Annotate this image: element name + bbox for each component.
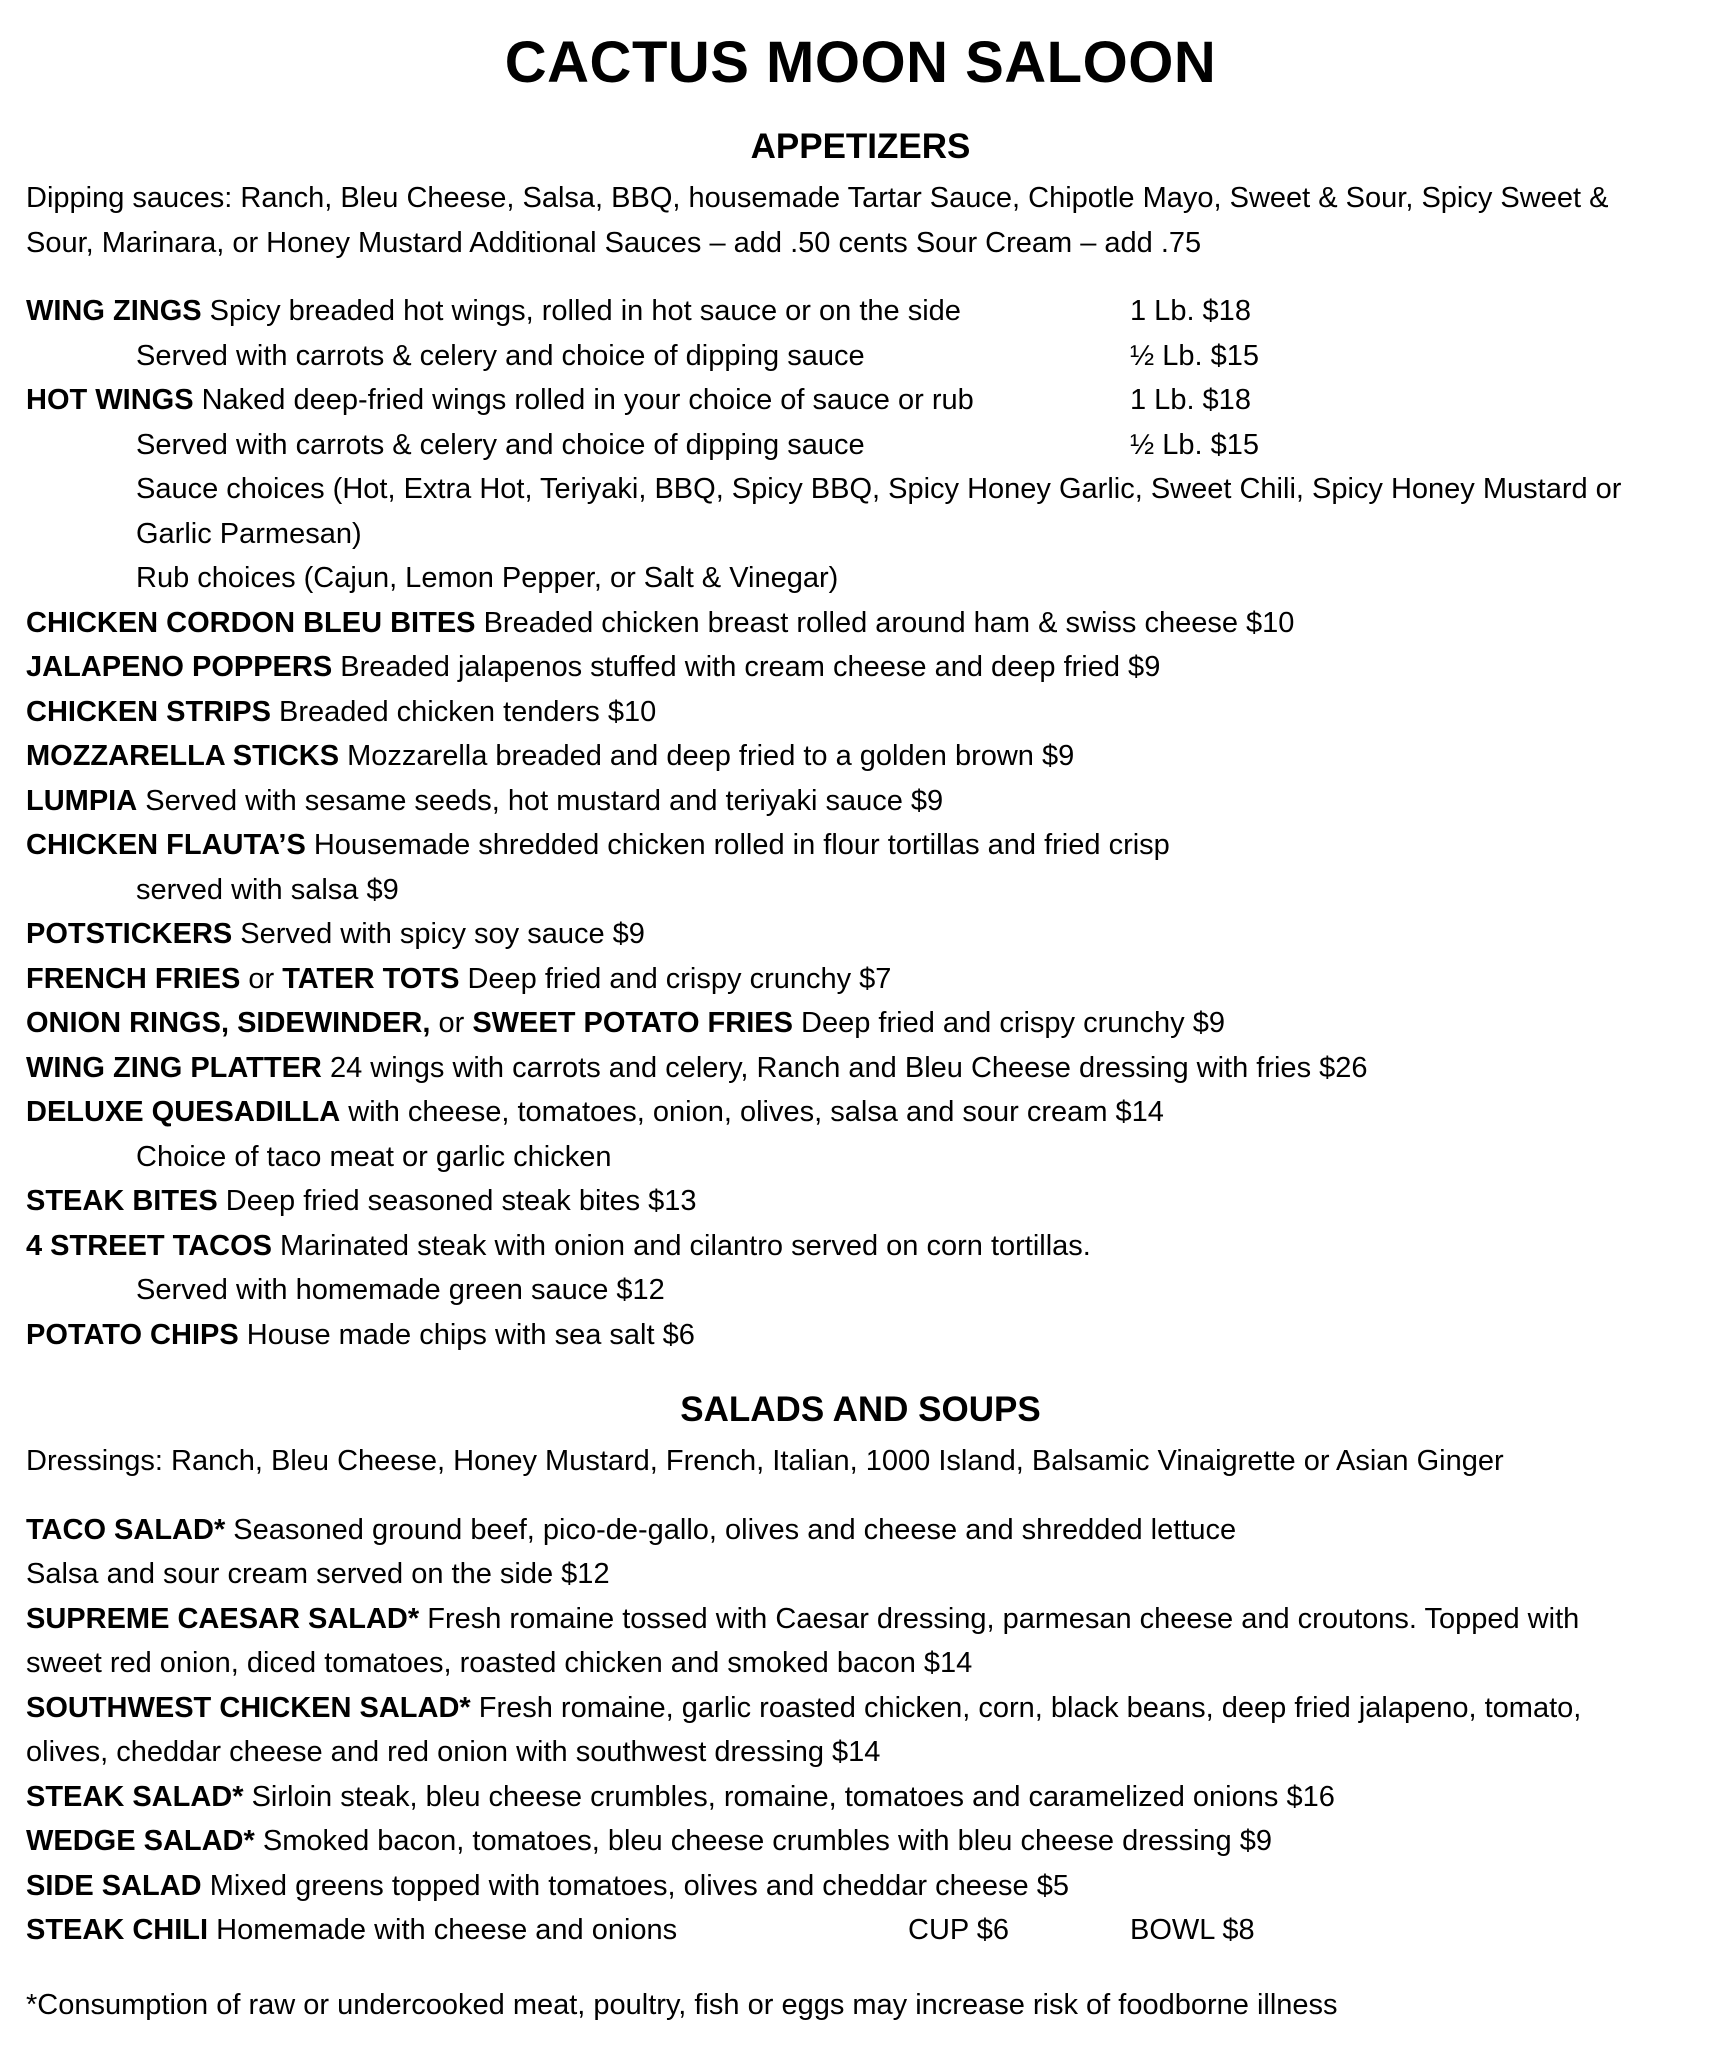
menu-item-detail: Salsa and sour cream served on the side $12 bbox=[26, 1558, 610, 1590]
item-name: SWEET POTATO FRIES bbox=[472, 1007, 793, 1039]
footnote: *Consumption of raw or undercooked meat, poultry, fish or eggs may increase risk of foodborne illness bbox=[26, 1988, 1338, 2021]
item-desc: Seasoned ground beef, pico-de-gallo, olives and cheese and shredded lettuce bbox=[225, 1513, 1237, 1546]
restaurant-title: CACTUS MOON SALOON bbox=[504, 30, 1217, 95]
item-desc: Served with carrots & celery and choice of dipping sauce bbox=[136, 339, 865, 372]
item-name: CHICKEN FLAUTA’S bbox=[26, 829, 306, 861]
menu-item bbox=[26, 1597, 1695, 1642]
menu-item bbox=[26, 378, 1695, 423]
item-desc: with cheese, tomatoes, onion, olives, salsa and sour cream $14 bbox=[340, 1096, 1164, 1128]
item-price: 1 Lb. $18 bbox=[1130, 295, 1251, 327]
item-desc: Breaded chicken tenders $10 bbox=[270, 695, 657, 728]
menu-item-detail bbox=[26, 423, 1695, 468]
item-desc: Mixed greens topped with tomatoes, olives and cheddar cheese $5 bbox=[201, 1869, 1069, 1902]
menu-item bbox=[26, 289, 1695, 334]
menu-item bbox=[26, 1313, 1695, 1358]
item-name: STEAK SALAD* bbox=[26, 1780, 244, 1813]
menu-item bbox=[26, 601, 1695, 646]
appetizers-heading: APPETIZERS bbox=[750, 127, 971, 166]
menu-item-detail: sweet red onion, diced tomatoes, roasted chicken and smoked bacon $14 bbox=[26, 1647, 973, 1679]
item-desc: Fresh romaine, garlic roasted chicken, corn, black beans, deep fried jalapeno, tomato, bbox=[470, 1691, 1582, 1724]
menu-item bbox=[26, 1224, 1695, 1269]
menu-item-detail: Choice of taco meat or garlic chicken bbox=[136, 1140, 612, 1173]
item-name: CHICKEN STRIPS bbox=[26, 695, 271, 728]
item-name: LUMPIA bbox=[26, 784, 138, 817]
dipping-sauces-text-2: Sour, Marinara, or Honey Mustard Additional Sauces – add .50 cents Sour Cream – add .75 bbox=[26, 226, 1202, 259]
item-desc: House made chips with sea salt $6 bbox=[238, 1318, 695, 1351]
item-name: WING ZINGS bbox=[26, 295, 202, 327]
item-name: JALAPENO POPPERS bbox=[26, 651, 333, 683]
item-desc: Mozzarella breaded and deep fried to a golden brown $9 bbox=[339, 740, 1075, 772]
item-desc: Fresh romaine tossed with Caesar dressing, parmesan cheese and croutons. Topped with bbox=[419, 1602, 1580, 1635]
item-name: TATER TOTS bbox=[282, 962, 460, 995]
item-name: WEDGE SALAD* bbox=[26, 1825, 255, 1857]
item-or: or bbox=[430, 1007, 473, 1039]
item-name: POTSTICKERS bbox=[26, 918, 233, 950]
menu-item bbox=[26, 1864, 1695, 1909]
item-desc: Sirloin steak, bleu cheese crumbles, romaine, tomatoes and caramelized onions $16 bbox=[243, 1780, 1335, 1813]
item-name: WING ZING PLATTER bbox=[26, 1051, 322, 1084]
item-name: ONION RINGS, SIDEWINDER, bbox=[26, 1007, 431, 1039]
item-desc: Deep fried and crispy crunchy $9 bbox=[792, 1007, 1225, 1039]
item-price-cup: CUP $6 bbox=[908, 1914, 1010, 1946]
item-desc: Served with spicy soy sauce $9 bbox=[232, 918, 645, 950]
item-desc: Naked deep-fried wings rolled in your choice of sauce or rub bbox=[193, 384, 974, 416]
item-price: ½ Lb. $15 bbox=[1130, 428, 1259, 461]
item-name: TACO SALAD* bbox=[26, 1513, 226, 1546]
menu-item bbox=[26, 957, 1695, 1002]
item-desc: Homemade with cheese and onions bbox=[208, 1914, 678, 1946]
item-desc: Deep fried and crispy crunchy $7 bbox=[459, 962, 892, 995]
item-name: 4 STREET TACOS bbox=[26, 1229, 272, 1262]
item-desc: Breaded jalapenos stuffed with cream cheese and deep fried $9 bbox=[332, 651, 1161, 683]
item-desc: Spicy breaded hot wings, rolled in hot sauce or on the side bbox=[201, 295, 961, 327]
item-desc: Breaded chicken breast rolled around ham & swiss cheese $10 bbox=[475, 606, 1295, 639]
dressings-text: Dressings: Ranch, Bleu Cheese, Honey Mustard, French, Italian, 1000 Island, Balsamic Vinaigrette or Asian Ginger bbox=[26, 1445, 1504, 1477]
menu-item bbox=[26, 1908, 1695, 1953]
menu-item bbox=[26, 1046, 1695, 1091]
sauce-choices: Sauce choices (Hot, Extra Hot, Teriyaki, BBQ, Spicy BBQ, Spicy Honey Garlic, Sweet Chili, Spicy Honey Mustard or bbox=[136, 473, 1622, 505]
menu-item bbox=[26, 1179, 1695, 1224]
rub-choices: Rub choices (Cajun, Lemon Pepper, or Salt & Vinegar) bbox=[136, 562, 839, 594]
item-desc: 24 wings with carrots and celery, Ranch and Bleu Cheese dressing with fries $26 bbox=[321, 1051, 1368, 1084]
item-desc: Marinated steak with onion and cilantro served on corn tortillas. bbox=[272, 1229, 1091, 1262]
menu-item bbox=[26, 912, 1695, 957]
item-desc: Deep fried seasoned steak bites $13 bbox=[217, 1185, 697, 1217]
menu-item-detail: Served with homemade green sauce $12 bbox=[136, 1274, 665, 1306]
menu-item bbox=[26, 1686, 1695, 1731]
menu-item bbox=[26, 779, 1695, 824]
menu-item bbox=[26, 1819, 1695, 1864]
item-name: SUPREME CAESAR SALAD* bbox=[26, 1602, 420, 1635]
menu-item bbox=[26, 1775, 1695, 1820]
item-name: HOT WINGS bbox=[26, 384, 194, 416]
item-name: SIDE SALAD bbox=[26, 1869, 202, 1902]
item-name: POTATO CHIPS bbox=[26, 1318, 239, 1351]
menu-item bbox=[26, 690, 1695, 735]
salads-section bbox=[26, 1381, 1695, 1953]
item-name: STEAK BITES bbox=[26, 1185, 218, 1217]
menu-item bbox=[26, 645, 1695, 690]
item-name: SOUTHWEST CHICKEN SALAD* bbox=[26, 1691, 471, 1724]
salads-heading: SALADS AND SOUPS bbox=[680, 1390, 1041, 1429]
item-price: ½ Lb. $15 bbox=[1130, 339, 1259, 372]
dipping-sauces-text: Dipping sauces: Ranch, Bleu Cheese, Salsa, BBQ, housemade Tartar Sauce, Chipotle Mayo, Sweet & Sour, Spicy Sweet & bbox=[26, 182, 1609, 214]
item-name: DELUXE QUESADILLA bbox=[26, 1096, 341, 1128]
menu-item bbox=[26, 1001, 1695, 1046]
item-desc: Served with sesame seeds, hot mustard and teriyaki sauce $9 bbox=[137, 784, 944, 817]
item-name: MOZZARELLA STICKS bbox=[26, 740, 340, 772]
item-name: CHICKEN CORDON BLEU BITES bbox=[26, 606, 476, 639]
item-name: STEAK CHILI bbox=[26, 1914, 209, 1946]
menu-item-detail bbox=[26, 334, 1695, 379]
menu-item bbox=[26, 734, 1695, 779]
item-price: 1 Lb. $18 bbox=[1130, 384, 1251, 416]
item-desc: Smoked bacon, tomatoes, bleu cheese crumbles with bleu cheese dressing $9 bbox=[254, 1825, 1272, 1857]
item-desc: Served with carrots & celery and choice of dipping sauce bbox=[136, 428, 865, 461]
menu-item-detail: served with salsa $9 bbox=[136, 873, 399, 906]
item-or: or bbox=[240, 962, 283, 995]
appetizers-section bbox=[26, 118, 1695, 1357]
menu-item bbox=[26, 1508, 1695, 1553]
sauce-choices-2: Garlic Parmesan) bbox=[136, 517, 362, 550]
menu-item-detail: olives, cheddar cheese and red onion with southwest dressing $14 bbox=[26, 1736, 881, 1768]
item-name: FRENCH FRIES bbox=[26, 962, 241, 995]
item-price-bowl: BOWL $8 bbox=[1130, 1914, 1255, 1946]
menu-item bbox=[26, 823, 1695, 868]
menu-item bbox=[26, 1090, 1695, 1135]
item-desc: Housemade shredded chicken rolled in flour tortillas and fried crisp bbox=[305, 829, 1170, 861]
